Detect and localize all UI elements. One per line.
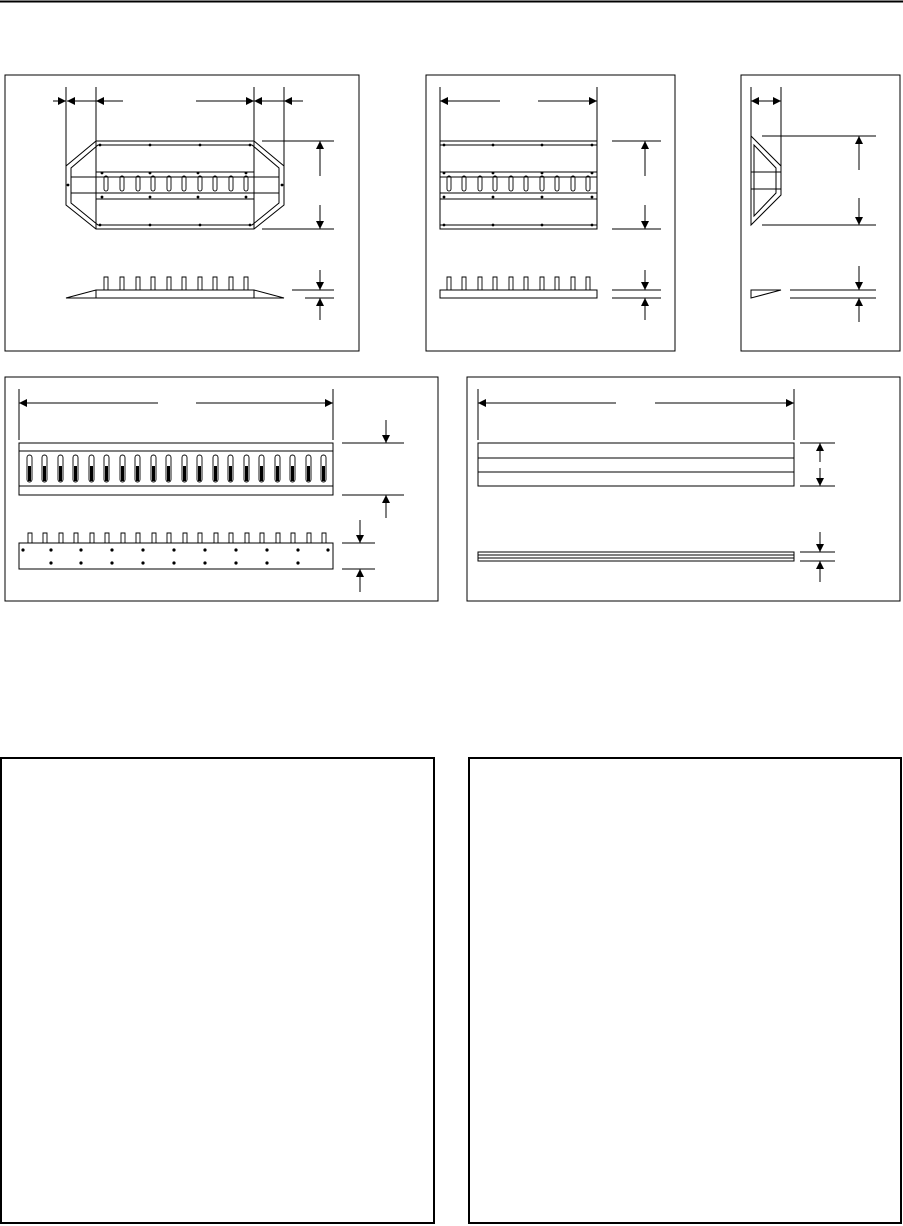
plan-view (19, 443, 333, 495)
base-plate-views (467, 377, 900, 601)
width-dimension (751, 87, 781, 166)
end-ramp-views (741, 75, 900, 351)
full-assembly-views (5, 75, 359, 351)
width-dimension (440, 87, 597, 141)
side-elevation (440, 270, 661, 320)
side-elevation (478, 532, 835, 582)
blank-text-box-left (1, 758, 434, 1223)
panel-frame (5, 377, 438, 601)
side-elevation (66, 270, 334, 320)
length-dimension (478, 389, 794, 440)
panel-frame (741, 75, 900, 351)
panel-frame (426, 75, 675, 351)
width-dimension (53, 87, 303, 166)
bolt-holes (67, 144, 284, 227)
plan-view (478, 443, 835, 486)
plan-view (440, 141, 597, 229)
depth-dimension (762, 136, 876, 225)
blank-text-box-right (469, 758, 901, 1223)
spike-strip-views (5, 377, 438, 601)
side-elevation (751, 266, 876, 322)
center-section-views (426, 75, 675, 351)
spike-slots (104, 176, 248, 191)
plan-view (751, 136, 781, 225)
panel-frame (467, 377, 900, 601)
side-elevation (19, 520, 375, 592)
height-dimension (342, 420, 404, 518)
panel-frame (5, 75, 359, 351)
depth-dimension (612, 141, 661, 229)
depth-dimension (262, 141, 334, 229)
length-dimension (19, 389, 333, 440)
plan-view (66, 141, 284, 229)
